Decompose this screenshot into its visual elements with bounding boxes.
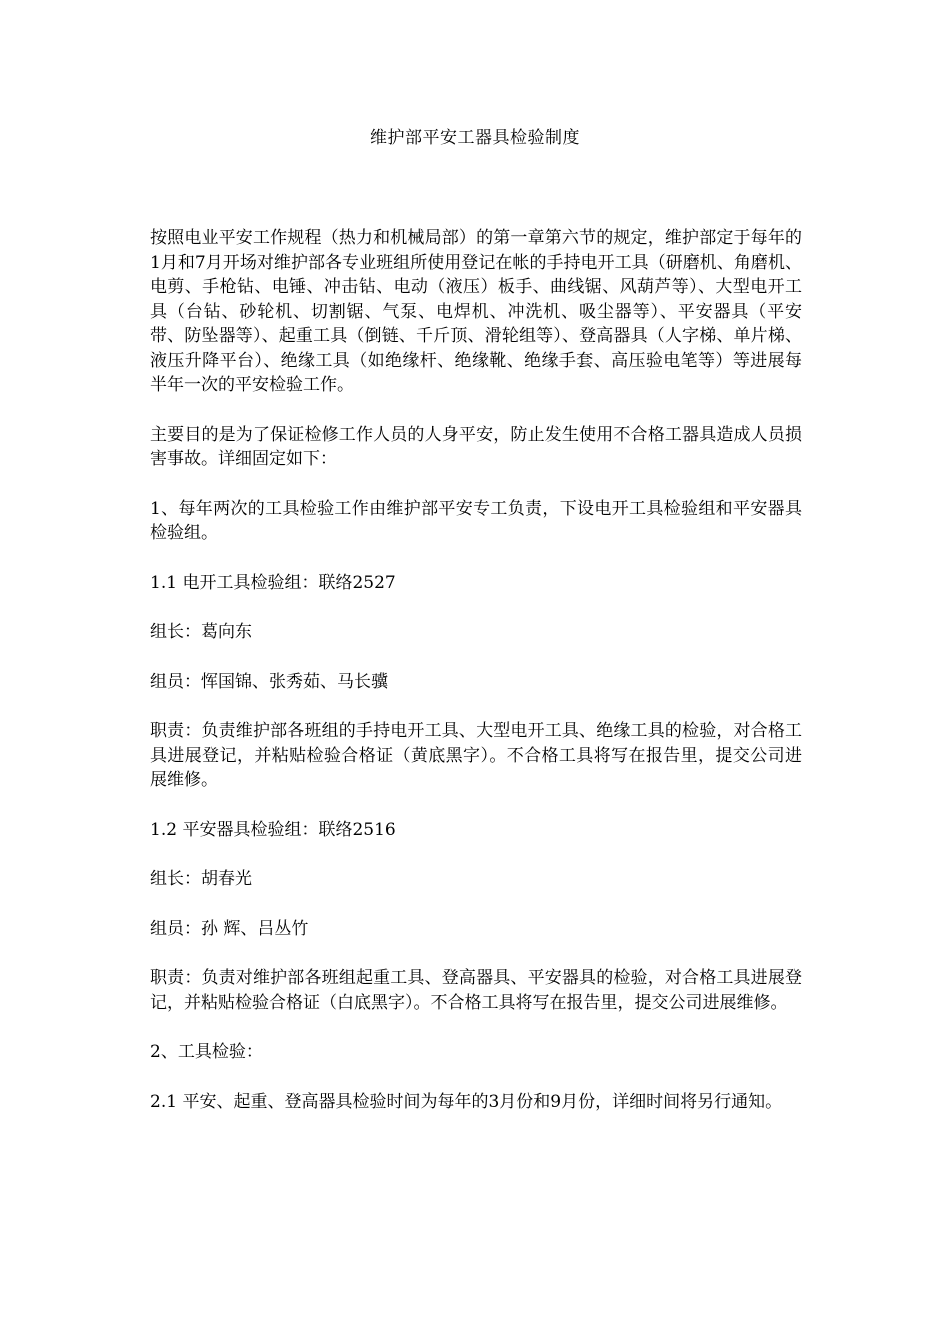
document-body xyxy=(150,226,802,1139)
paragraph-duties-2: 职责：负责对维护部各班组起重工具、登高器具、平安器具的检验，对合格工具进展登记，并粘贴检验合格证（白底黑字）。不合格工具将写在报告里，提交公司进展维修。 xyxy=(150,968,802,1013)
paragraph-duties-1: 职责：负责维护部各班组的手持电开工具、大型电开工具、绝缘工具的检验，对合格工具进展登记，并粘贴检验合格证（黄底黑字）。不合格工具将写在报告里，提交公司进展维修。 xyxy=(150,721,802,790)
paragraph-purpose: 主要目的是为了保证检修工作人员的人身平安，防止发生使用不合格工器具造成人员损害事故。详细固定如下： xyxy=(150,424,802,469)
paragraph-section-1-2: 1.2 平安器具检验组：联络2516 xyxy=(150,819,396,840)
paragraph-section-1-1: 1.1 电开工具检验组：联络2527 xyxy=(150,572,396,593)
paragraph-leader-1: 组长：葛向东 xyxy=(150,622,252,642)
paragraph-scope: 按照电业平安工作规程（热力和机械局部）的第一章第六节的规定，维护部定于每年的1月和7月开场对维护部各专业班组所使用登记在帐的手持电开工具（研磨机、角磨机、电剪、手枪钻、电锤、冲击钻、电动（液压）板手、曲线锯、风葫芦等）、大型电开工具（台钻、砂轮机、切割锯、气泵、电焊机、冲洗机、吸尘器等）、平安器具（平安带、防坠器等）、起重工具（倒链、千斤顶、滑轮组等）、登高器具（人字梯、单片梯、液压升降平台）、绝缘工具（如绝缘杆、绝缘靴、绝缘手套、高压验电笔等）等进展每半年一次的平安检验工作。 xyxy=(150,228,802,395)
document-title: 维护部平安工器具检验制度 xyxy=(370,128,580,148)
paragraph-members-2: 组员：孙 辉、吕丛竹 xyxy=(150,918,309,939)
paragraph-section-2: 2、工具检验： xyxy=(150,1042,263,1062)
paragraph-members-1: 组员：恽国锦、张秀茹、马长骥 xyxy=(150,671,388,692)
paragraph-section-1: 1、每年两次的工具检验工作由维护部平安专工负责，下设电开工具检验组和平安器具检验组。 xyxy=(150,498,802,543)
paragraph-leader-2: 组长：胡春光 xyxy=(150,869,252,889)
paragraph-section-2-1: 2.1 平安、起重、登高器具检验时间为每年的3月份和9月份，详细时间将另行通知。 xyxy=(150,1091,783,1112)
